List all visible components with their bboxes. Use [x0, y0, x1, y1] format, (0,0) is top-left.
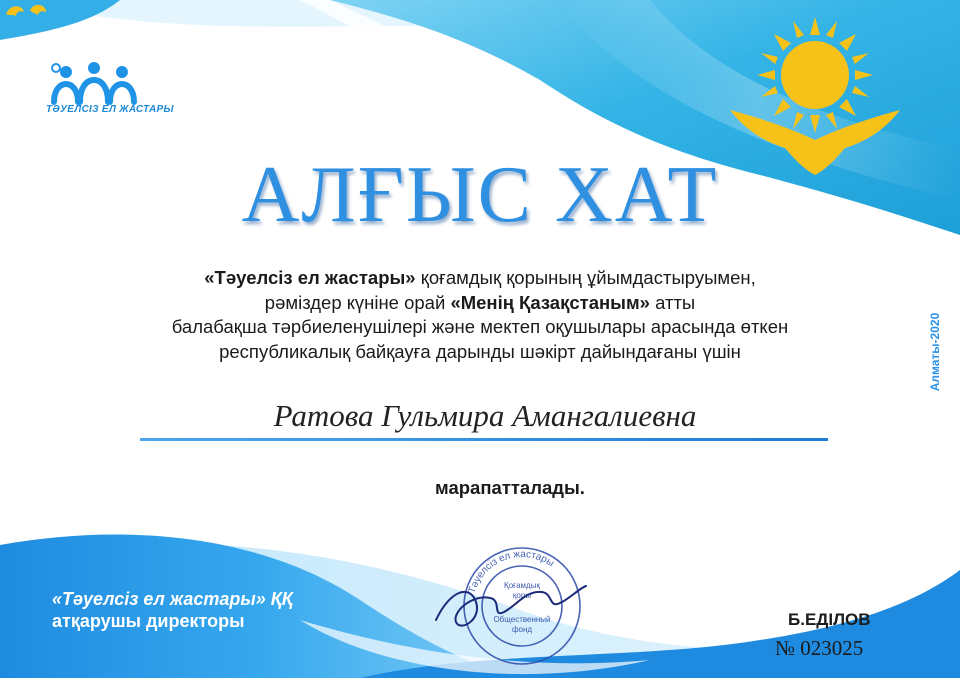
- logo-text: ТӘУЕЛСІЗ ЕЛ ЖАСТАРЫ: [46, 104, 174, 115]
- signatory-role: [52, 588, 293, 632]
- body-line-1: «Тәуелсіз ел жастары» қоғамдық қорының ұйымдастыруымен,: [204, 267, 756, 288]
- director-name: Б.ЕДІЛОВ: [788, 610, 871, 629]
- signatory-org: «Тәуелсіз ел жастары» ҚҚ: [52, 589, 293, 609]
- body-line-2: рәміздер күніне орай «Менің Қазақстаным» атты: [264, 291, 696, 313]
- city-year-label: Алматы-2020: [928, 312, 942, 392]
- certificate-body: [60, 266, 900, 364]
- awarded-text: марапатталады.: [435, 477, 585, 498]
- recipient-underline: [140, 438, 828, 441]
- stamp-ring-text: Тәуелсіз ел жастары: [466, 548, 556, 595]
- contest-name: «Менің Қазақстаным»: [450, 291, 650, 313]
- official-stamp: [430, 540, 590, 670]
- recipient-name: Ратова Гульмира Амангалиевна: [273, 398, 697, 433]
- body-line-4: республикалық байқауға дарынды шәкірт дайындағаны үшін: [219, 340, 741, 362]
- stamp-text-3: Общественный: [493, 615, 551, 624]
- stamp-text-1: Қоғамдық: [504, 581, 540, 590]
- org-name-quote: «Тәуелсіз ел жастары»: [204, 267, 416, 288]
- body-line-3: балабақша тәрбиеленушілері және мектеп оқушылары арасында өткен: [171, 316, 789, 337]
- certificate-title: АЛҒЫС ХАТ: [241, 151, 719, 239]
- signatory-title: атқарушы директоры: [52, 611, 245, 631]
- stamp-text-2: қоры: [512, 591, 532, 600]
- document-number: № 023025: [775, 636, 864, 660]
- top-left-band: [0, 0, 120, 40]
- flag-sun: [757, 17, 873, 133]
- stamp-text-4: фонд: [511, 625, 533, 634]
- organization-logo: [40, 50, 160, 130]
